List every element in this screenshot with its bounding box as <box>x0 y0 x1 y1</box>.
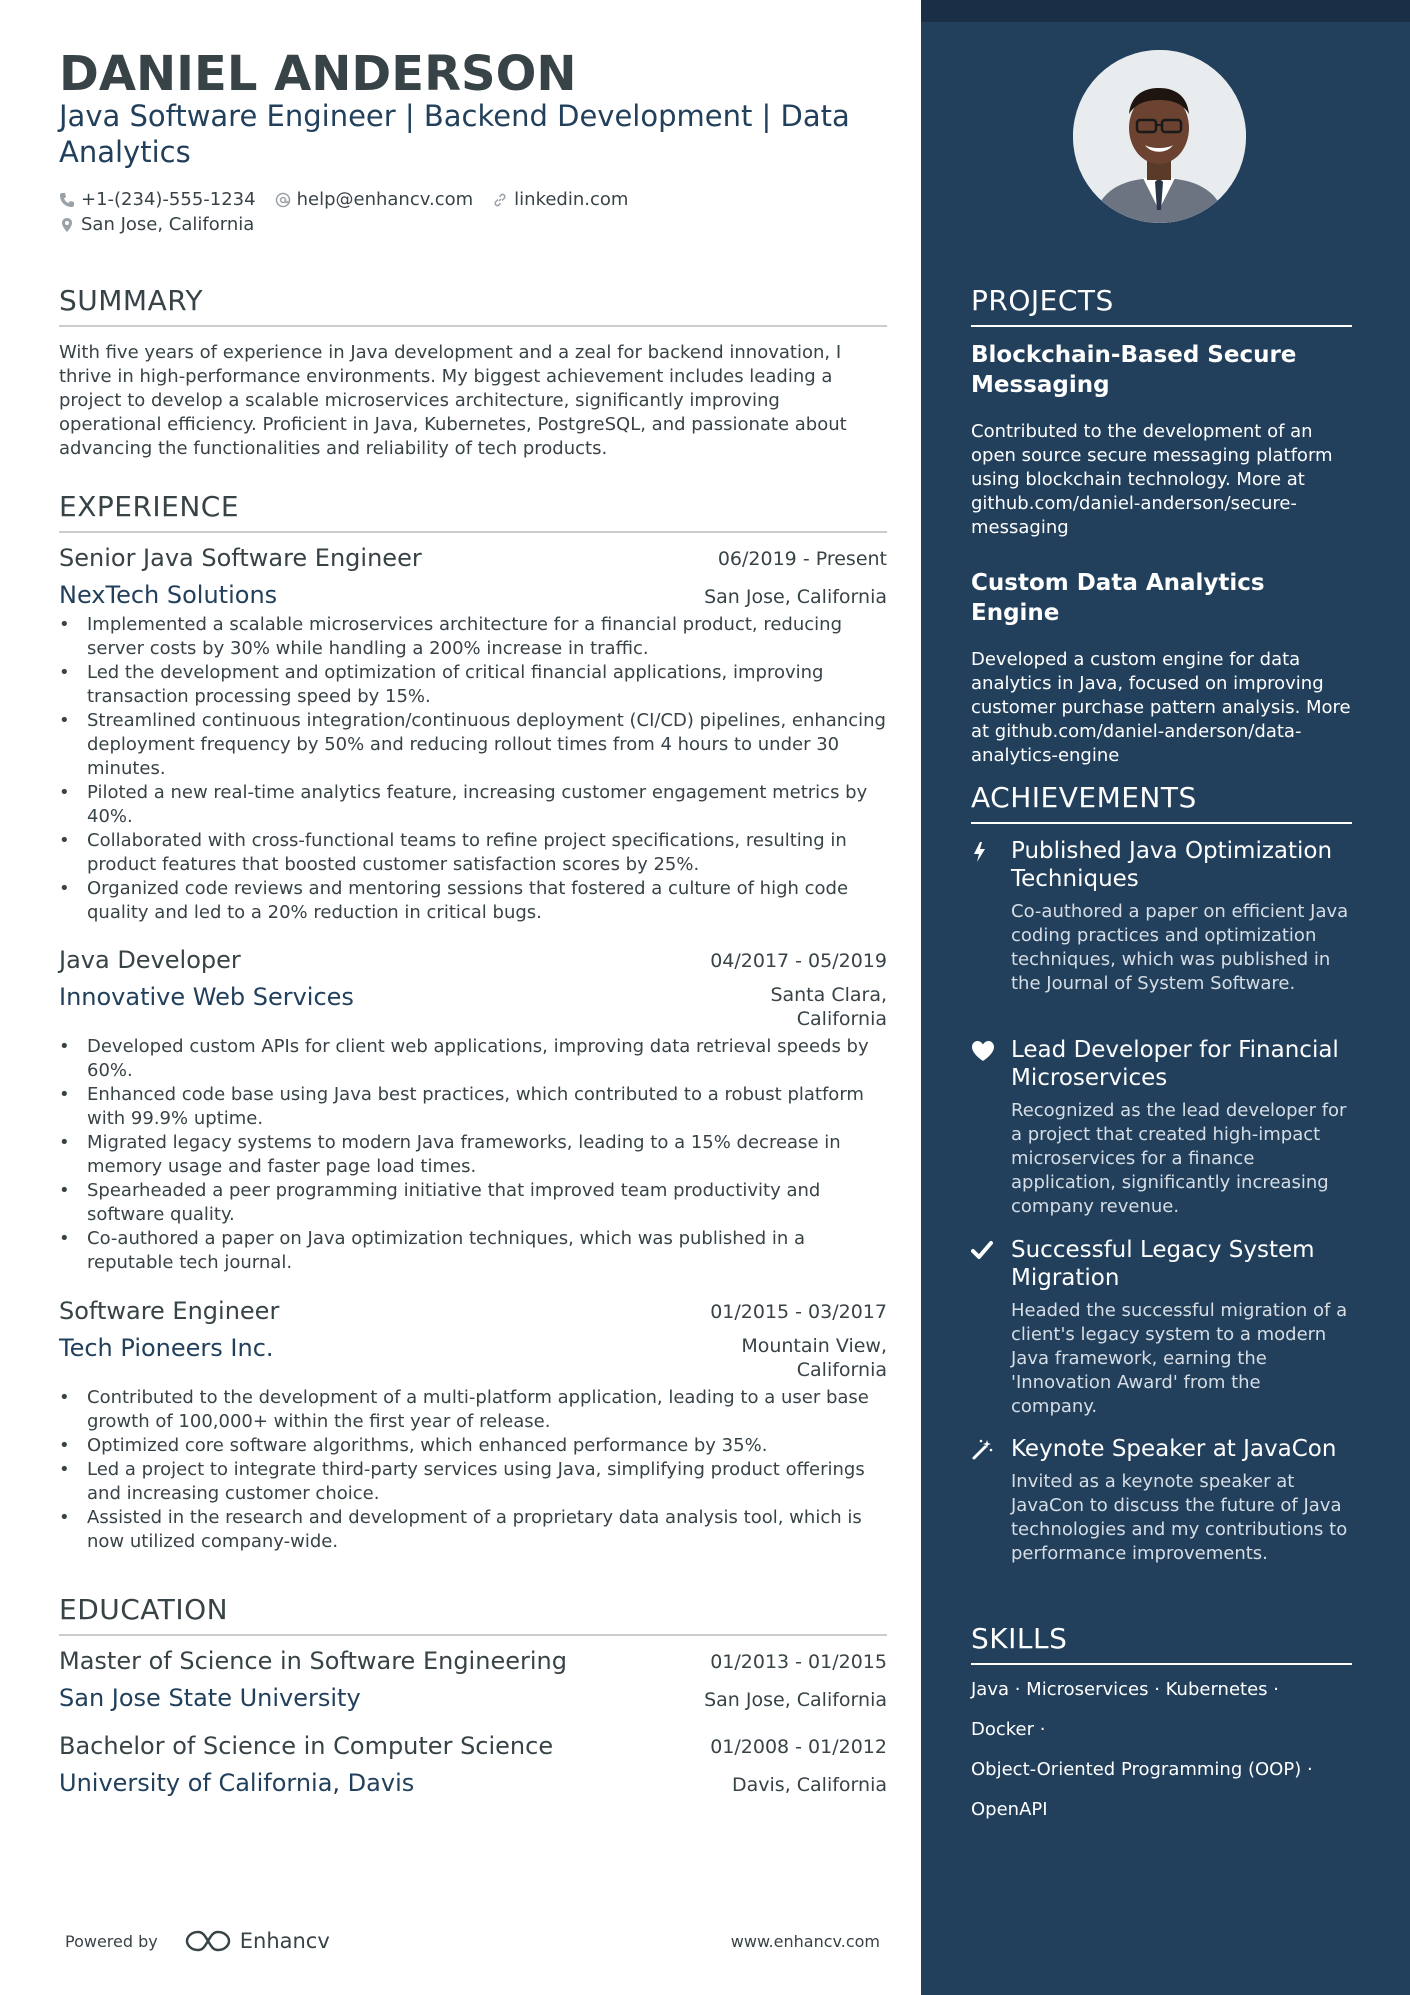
achievement-title: Published Java Optimization Techniques <box>1011 838 1333 892</box>
bullet-item: • Contributed to the development of a multi-platform application, leading to a user base growth of 100,000+ within the first year of release. <box>59 1386 887 1434</box>
phone-contact[interactable] <box>59 189 256 210</box>
bullet-item: • Developed custom APIs for client web applications, improving data retrieval speeds by 60%. <box>59 1035 887 1083</box>
lightning-icon <box>971 841 989 863</box>
skills-line: OpenAPI <box>971 1799 1048 1820</box>
bullet-item: • Migrated legacy systems to modern Java frameworks, leading to a 15% decrease in memory usage and faster page load times. <box>59 1131 887 1179</box>
location-line: California <box>796 1008 887 1030</box>
project-title: Custom Data Analytics Engine <box>971 570 1265 626</box>
bullet-item: • Led a project to integrate third-party services using Java, simplifying product offerings and increasing customer choice. <box>59 1458 887 1506</box>
school-name: University of California, Davis <box>59 1769 415 1797</box>
school-location: San Jose, California <box>704 1689 887 1711</box>
candidate-headline: Java Software Engineer | Backend Development | Data Analytics <box>59 99 850 169</box>
degree-title: Bachelor of Science in Computer Science <box>59 1732 554 1760</box>
profile-photo-illustration <box>1073 50 1246 223</box>
skills-list <box>971 1678 1352 1838</box>
company-name: Innovative Web Services <box>59 983 354 1011</box>
bullet-item: • Enhanced code base using Java best practices, which contributed to a robust platform with 99.9% uptime. <box>59 1083 887 1131</box>
education-dates: 01/2013 - 01/2015 <box>710 1651 887 1673</box>
bullet-item: • Collaborated with cross-functional teams to refine project specifications, resulting in product features that boosted customer satisfaction scores by 25%. <box>59 829 887 877</box>
magic-wand-icon <box>971 1439 993 1461</box>
job-title: Senior Java Software Engineer <box>59 544 422 572</box>
powered-by-label: Powered by <box>65 1931 158 1951</box>
company-name: NexTech Solutions <box>59 581 278 609</box>
achievement-title: Lead Developer for Financial Microservices <box>1011 1037 1339 1091</box>
sidebar-top-band <box>921 0 1410 22</box>
checkmark-icon <box>971 1240 993 1260</box>
education-entry <box>59 1732 887 1797</box>
summary-heading: SUMMARY <box>59 284 887 327</box>
brand-name: Enhancv <box>239 1929 330 1953</box>
skills-line: Object-Oriented Programming (OOP) · <box>971 1759 1313 1780</box>
bullet-item: • Led the development and optimization of critical financial applications, improving transaction processing speed by 15%. <box>59 661 887 709</box>
phone-number: +1-(234)-555-1234 <box>81 189 256 210</box>
bullet-item: • Spearheaded a peer programming initiative that improved team productivity and software quality. <box>59 1179 887 1227</box>
job-location <box>741 1334 887 1382</box>
job-location <box>770 983 887 1031</box>
skills-line: Docker · <box>971 1719 1046 1740</box>
location-pin-icon <box>59 217 75 233</box>
bullet-item: • Optimized core software algorithms, which enhanced performance by 35%. <box>59 1434 887 1458</box>
bullet-item: • Co-authored a paper on Java optimization techniques, which was published in a reputable tech journal. <box>59 1227 887 1275</box>
education-entry <box>59 1647 887 1712</box>
job-entry <box>59 946 887 1275</box>
school-name: San Jose State University <box>59 1684 361 1712</box>
projects-heading: PROJECTS <box>971 284 1352 327</box>
location-line: Mountain View, <box>741 1335 887 1357</box>
education-heading: EDUCATION <box>59 1593 887 1636</box>
skills-line: Java · Microservices · Kubernetes · <box>971 1679 1279 1700</box>
skills-heading: SKILLS <box>971 1622 1352 1665</box>
job-dates: 01/2015 - 03/2017 <box>710 1301 887 1323</box>
achievement-description: Headed the successful migration of a client's legacy system to a modern Java framework, earning the 'Innovation Award' from the company. <box>1011 1300 1348 1417</box>
project-entry <box>971 340 1352 540</box>
school-location: Davis, California <box>732 1774 887 1796</box>
location-contact <box>59 214 254 235</box>
bullet-item: • Assisted in the research and development of a proprietary data analysis tool, which is now utilized company-wide. <box>59 1506 887 1554</box>
phone-icon <box>59 192 75 208</box>
heart-icon <box>971 1040 995 1062</box>
enhancv-logo-icon <box>184 1928 232 1954</box>
project-description: Contributed to the development of an open source secure messaging platform using blockchain technology. More at github.com/daniel-anderson/secure-messaging <box>971 421 1333 538</box>
job-bullets <box>59 1386 887 1554</box>
job-title: Software Engineer <box>59 1297 280 1325</box>
project-title: Blockchain-Based Secure Messaging <box>971 342 1297 398</box>
job-location: San Jose, California <box>704 586 887 608</box>
footer <box>65 1928 880 1954</box>
company-name: Tech Pioneers Inc. <box>59 1334 274 1362</box>
job-entry <box>59 1297 887 1554</box>
project-entry <box>971 568 1352 768</box>
linkedin-contact[interactable] <box>492 189 628 210</box>
experience-heading: EXPERIENCE <box>59 490 887 533</box>
powered-by <box>65 1928 330 1954</box>
bullet-item: • Streamlined continuous integration/continuous deployment (CI/CD) pipelines, enhancing deployment frequency by 50% and reducing rollout times from 4 hours to under 30 minutes. <box>59 709 887 781</box>
project-description: Developed a custom engine for data analytics in Java, focused on improving customer purchase pattern analysis. More at github.com/daniel-anderson/data-analytics-engine <box>971 649 1351 766</box>
link-icon <box>492 192 508 208</box>
achievements-heading: ACHIEVEMENTS <box>971 781 1352 824</box>
bullet-item: • Piloted a new real-time analytics feature, increasing customer engagement metrics by 40%. <box>59 781 887 829</box>
sidebar <box>921 0 1410 1995</box>
achievement-title: Successful Legacy System Migration <box>1011 1237 1315 1291</box>
location-line: Santa Clara, <box>770 984 887 1006</box>
website-link[interactable]: www.enhancv.com <box>730 1931 880 1951</box>
summary-text: With five years of experience in Java development and a zeal for backend innovation, I thrive in high-performance environments. My biggest achievement includes leading a project to develop a scalable microservices architecture, significantly improving operational efficiency. Proficient in Java, Kubernetes, PostgreSQL, and passionate about advancing the functionalities and reliability of tech products. <box>59 342 847 459</box>
achievement-description: Invited as a keynote speaker at JavaCon to discuss the future of Java technologies and my contributions to performance improvements. <box>1011 1471 1348 1564</box>
achievement-title: Keynote Speaker at JavaCon <box>1011 1436 1337 1462</box>
education-dates: 01/2008 - 01/2012 <box>710 1736 887 1758</box>
job-dates: 06/2019 - Present <box>717 548 887 570</box>
achievement-description: Co-authored a paper on efficient Java coding practices and optimization techniques, which was published in the Journal of System Software. <box>1011 901 1349 994</box>
linkedin-url: linkedin.com <box>514 189 629 210</box>
location-line: California <box>796 1359 887 1381</box>
email-address: help@enhancv.com <box>296 189 474 210</box>
job-bullets <box>59 1035 887 1275</box>
job-dates: 04/2017 - 05/2019 <box>710 950 887 972</box>
job-bullets <box>59 613 887 925</box>
job-title: Java Developer <box>59 946 241 974</box>
bullet-item: • Organized code reviews and mentoring sessions that fostered a culture of high code quality and led to a 20% reduction in critical bugs. <box>59 877 887 925</box>
achievement-item <box>971 1435 1352 1566</box>
achievement-description: Recognized as the lead developer for a project that created high-impact microservices for a finance application, significantly increasing company revenue. <box>1011 1100 1347 1217</box>
candidate-name: DANIEL ANDERSON <box>59 46 577 102</box>
achievement-item <box>971 1036 1352 1219</box>
achievement-item <box>971 837 1352 996</box>
contact-info <box>59 187 887 237</box>
bullet-item: • Implemented a scalable microservices architecture for a financial product, reducing server costs by 30% while handling a 200% increase in traffic. <box>59 613 887 661</box>
achievement-item <box>971 1236 1352 1419</box>
avatar <box>1073 50 1246 223</box>
location-text: San Jose, California <box>81 214 255 235</box>
degree-title: Master of Science in Software Engineering <box>59 1647 567 1675</box>
at-icon <box>275 192 291 208</box>
job-entry <box>59 544 887 925</box>
email-contact[interactable] <box>275 189 474 210</box>
